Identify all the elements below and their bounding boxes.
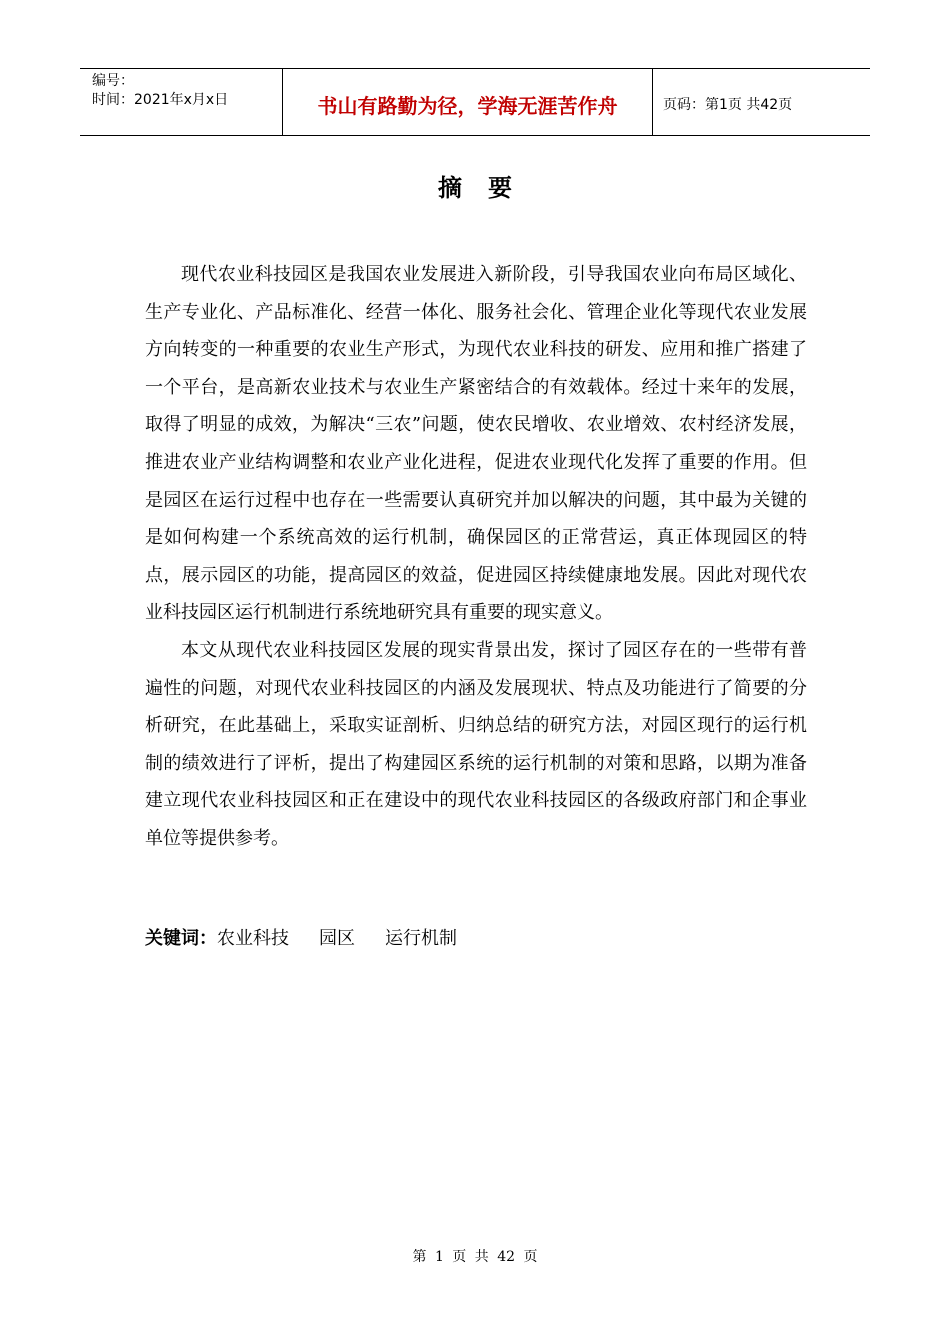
abstract-paragraph-1: 现代农业科技园区是我国农业发展进入新阶段，引导我国农业向布局区域化、生产专业化、产品标准化、经营一体化、服务社会化、管理企业化等现代农业发展方向转变的一种重要的农业生产形式，为现代农业科技的研发、应用和推广搭建了一个平台，是高新农业技术与农业生产紧密结合的有效载体。经过十来年的发展，取得了明显的成效，为解决“三农”问题，使农民增收、农业增效、农村经济发展，推进农业产业结构调整和农业产业化进程，促进农业现代化发挥了重要的作用。但是园区在运行过程中也存在一些需要认真研究并加以解决的问题，其中最为关键的是如何构建一个系统高效的运行机制，确保园区的正常营运，真正体现园区的特点，展示园区的功能，提高园区的效益，促进园区持续健康地发展。因此对现代农业科技园区运行机制进行系统地研究具有重要的现实意义。 [145,264,807,624]
keyword-3: 运行机制 [385,928,457,949]
header-table [80,68,870,136]
abstract-body [145,256,807,858]
abstract-title: 摘要 [438,174,538,202]
keywords-label: 关键词： [145,928,217,949]
keywords-line [145,925,487,953]
document-number-label: 编号： [92,73,134,89]
document-time-label: 时间：2021年x月x日 [92,92,229,108]
keyword-2: 园区 [319,928,355,949]
page-footer: 第 1 页 共 42 页 [412,1249,538,1265]
keyword-1: 农业科技 [217,928,289,949]
header-meta-cell [80,69,282,135]
header-page-info: 页码：第1页 共42页 [663,97,793,113]
abstract-paragraph-2: 本文从现代农业科技园区发展的现实背景出发，探讨了园区存在的一些带有普遍性的问题，对现代农业科技园区的内涵及发展现状、特点及功能进行了简要的分析研究，在此基础上，采取实证剖析、归纳总结的研究方法，对园区现行的运行机制的绩效进行了评析，提出了构建园区系统的运行机制的对策和思路，以期为准备建立现代农业科技园区和正在建设中的现代农业科技园区的各级政府部门和企事业单位等提供参考。 [145,639,807,849]
header-motto: 书山有路勤为径，学海无涯苦作舟 [282,69,653,135]
